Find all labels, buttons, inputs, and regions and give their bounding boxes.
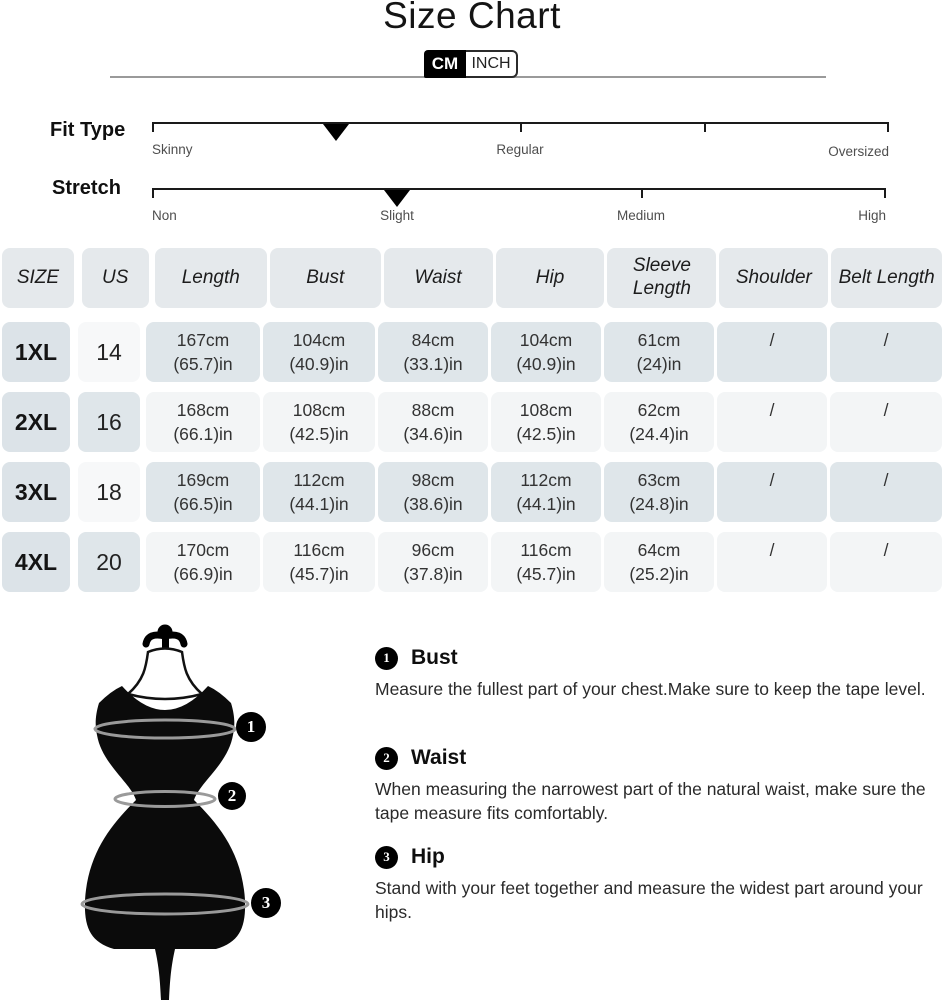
number-badge-icon: 2 bbox=[375, 747, 398, 770]
header-cell-shoulder: Shoulder bbox=[719, 248, 828, 308]
scale-label-non: Non bbox=[152, 208, 177, 223]
scale-label-slight: Slight bbox=[380, 208, 414, 223]
header-cell-sleeve-length: Sleeve Length bbox=[607, 248, 716, 308]
header-cell-us: US bbox=[82, 248, 149, 308]
waist-marker-badge: 2 bbox=[218, 782, 246, 810]
slider-tick bbox=[520, 122, 522, 132]
guide-section-bust bbox=[375, 646, 937, 701]
table-row bbox=[2, 462, 942, 522]
size-value: 2XL bbox=[14, 408, 58, 435]
guide-section-waist bbox=[375, 746, 937, 825]
data-cell-length: 169cm (66.5)in bbox=[146, 462, 260, 522]
scale-label-high: High bbox=[858, 208, 886, 223]
data-cell-waist: 98cm (38.6)in bbox=[378, 462, 488, 522]
data-cell-hip: 108cm (42.5)in bbox=[491, 392, 601, 452]
page-title: Size Chart bbox=[383, 0, 561, 36]
slider-tick bbox=[704, 122, 706, 132]
scale-label-skinny: Skinny bbox=[152, 142, 193, 157]
guide-title: Hip bbox=[411, 845, 445, 868]
stretch-marker-icon bbox=[384, 190, 410, 207]
data-cell-sleeve: 64cm (25.2)in bbox=[604, 532, 714, 592]
size-cell bbox=[2, 462, 70, 522]
header-cell-length: Length bbox=[155, 248, 267, 308]
us-cell bbox=[78, 462, 140, 522]
us-cell bbox=[78, 392, 140, 452]
data-cell-shoulder: / bbox=[717, 532, 827, 592]
guide-text: When measuring the narrowest part of the natural waist, make sure the tape measure fits comfortably. bbox=[375, 779, 926, 824]
data-cell-belt: / bbox=[830, 462, 942, 522]
us-cell bbox=[78, 532, 140, 592]
slider-tick bbox=[641, 188, 643, 198]
data-cell-sleeve: 62cm (24.4)in bbox=[604, 392, 714, 452]
data-cell-bust: 108cm (42.5)in bbox=[263, 392, 375, 452]
guide-text: Stand with your feet together and measure the widest part around your hips. bbox=[375, 878, 923, 923]
header-cell-waist: Waist bbox=[384, 248, 493, 308]
size-cell bbox=[2, 532, 70, 592]
slider-tick bbox=[152, 188, 154, 198]
data-cell-belt: / bbox=[830, 532, 942, 592]
data-cell-bust: 112cm (44.1)in bbox=[263, 462, 375, 522]
data-cell-sleeve: 63cm (24.8)in bbox=[604, 462, 714, 522]
stretch-label: Stretch bbox=[52, 177, 121, 199]
stretch-track bbox=[152, 188, 886, 223]
bust-marker-badge: 1 bbox=[236, 712, 266, 742]
data-cell-bust: 116cm (45.7)in bbox=[263, 532, 375, 592]
header-cell-bust: Bust bbox=[270, 248, 381, 308]
data-cell-hip: 104cm (40.9)in bbox=[491, 322, 601, 382]
guide-heading bbox=[375, 845, 937, 869]
cm-button[interactable]: CM bbox=[424, 50, 466, 78]
number-badge-icon: 1 bbox=[375, 647, 398, 670]
data-cell-length: 168cm (66.1)in bbox=[146, 392, 260, 452]
slider-tick bbox=[884, 188, 886, 198]
data-cell-shoulder: / bbox=[717, 322, 827, 382]
size-cell bbox=[2, 322, 70, 382]
data-cell-length: 167cm (65.7)in bbox=[146, 322, 260, 382]
header-cell-size: SIZE bbox=[2, 248, 74, 308]
guide-title: Waist bbox=[411, 746, 467, 769]
number-badge-icon: 3 bbox=[375, 846, 398, 869]
scale-label-medium: Medium bbox=[616, 208, 666, 223]
data-cell-shoulder: / bbox=[717, 462, 827, 522]
size-value: 4XL bbox=[14, 548, 58, 575]
data-cell-waist: 88cm (34.6)in bbox=[378, 392, 488, 452]
data-cell-belt: / bbox=[830, 392, 942, 452]
size-value: 3XL bbox=[14, 478, 58, 505]
hip-marker-badge: 3 bbox=[251, 888, 281, 918]
scale-label-regular: Regular bbox=[496, 142, 544, 157]
mannequin-stand-pole bbox=[155, 949, 175, 1000]
data-cell-belt: / bbox=[830, 322, 942, 382]
table-row bbox=[2, 532, 942, 592]
slider-tick bbox=[887, 122, 889, 132]
data-cell-hip: 112cm (44.1)in bbox=[491, 462, 601, 522]
us-value: 16 bbox=[96, 408, 122, 435]
dress-form-illustration bbox=[58, 612, 298, 1000]
us-value: 20 bbox=[96, 548, 122, 575]
data-cell-hip: 116cm (45.7)in bbox=[491, 532, 601, 592]
table-header-row bbox=[2, 248, 942, 308]
header-cell-hip: Hip bbox=[496, 248, 605, 308]
table-row bbox=[2, 392, 942, 452]
size-table bbox=[2, 248, 942, 602]
fit-type-label: Fit Type bbox=[50, 119, 126, 141]
mannequin-neck bbox=[128, 649, 202, 700]
fit-type-track bbox=[152, 122, 889, 159]
size-value: 1XL bbox=[14, 338, 58, 365]
header-cell-belt-length: Belt Length bbox=[831, 248, 942, 308]
us-cell bbox=[78, 322, 140, 382]
us-value: 18 bbox=[96, 478, 122, 505]
scale-label-oversized: Oversized bbox=[828, 144, 889, 159]
data-cell-bust: 104cm (40.9)in bbox=[263, 322, 375, 382]
fit-type-marker-icon bbox=[323, 124, 349, 141]
table-row bbox=[2, 322, 942, 382]
data-cell-waist: 84cm (33.1)in bbox=[378, 322, 488, 382]
data-cell-sleeve: 61cm (24)in bbox=[604, 322, 714, 382]
guide-heading bbox=[375, 646, 937, 670]
data-cell-waist: 96cm (37.8)in bbox=[378, 532, 488, 592]
inch-button[interactable]: INCH bbox=[466, 50, 518, 78]
data-cell-length: 170cm (66.9)in bbox=[146, 532, 260, 592]
guide-heading bbox=[375, 746, 937, 770]
us-value: 14 bbox=[96, 338, 122, 365]
mannequin-body bbox=[85, 686, 245, 949]
guide-section-hip bbox=[375, 845, 937, 924]
guide-title: Bust bbox=[411, 646, 458, 669]
guide-text: Measure the fullest part of your chest.Make sure to keep the tape level. bbox=[375, 679, 926, 699]
dress-form-svg bbox=[58, 612, 298, 1000]
data-cell-shoulder: / bbox=[717, 392, 827, 452]
unit-toggle bbox=[424, 50, 518, 78]
size-cell bbox=[2, 392, 70, 452]
slider-tick bbox=[152, 122, 154, 132]
